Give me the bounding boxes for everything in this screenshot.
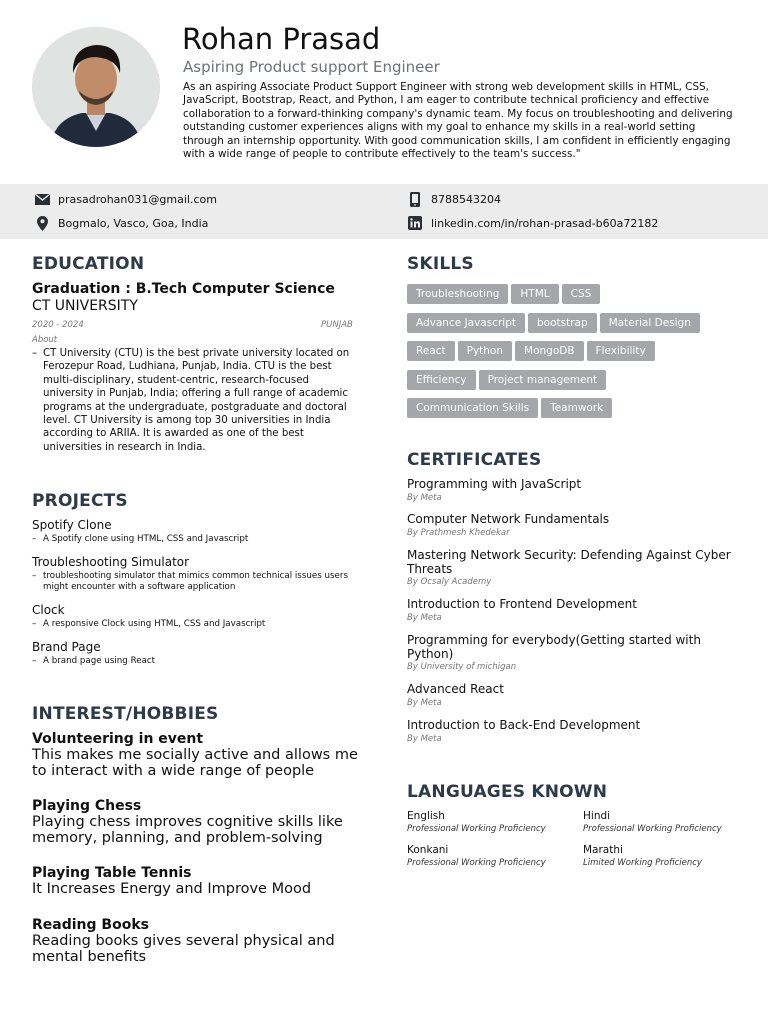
project-item [32,603,362,630]
hobby-title: Playing Table Tennis [32,865,192,881]
project-description: A responsive Clock using HTML, CSS and Javascript [43,619,266,629]
education-description [32,347,362,454]
map-pin-icon [34,215,50,231]
education-description-text: CT University (CTU) is the best private university located on Ferozepur Road, Ludhiana, Punjab, India. CTU is the best multi-disciplinary, student-centric, research-focused university in Punjab, India; offering a full range of academic programs at the undergraduate, postgraduate and doctoral level. CT University is among top 30 universities in India according to ARIIA. It is awarded as one of the best universities in research in India. [43,348,350,453]
skill-tag: Communication Skills [407,398,538,418]
education-school: CT UNIVERSITY [32,298,138,314]
skills-list [407,282,737,425]
skill-tag: Python [458,341,512,361]
certificate-issuer: By Ocsaly Academy [407,577,492,587]
certificate-title: Introduction to Back-End Development [407,718,641,732]
language-proficiency: Limited Working Proficiency [583,858,702,868]
hobby-title: Volunteering in event [32,731,204,747]
phone-text: 8788543204 [431,192,501,206]
email-text: prasadrohan031@gmail.com [58,192,217,206]
skill-tag: Teamwork [541,398,612,418]
project-description: A brand page using React [43,656,156,666]
profile-photo-illustration [32,27,160,147]
certificate-title: Computer Network Fundamentals [407,512,610,526]
skill-tag: MongoDB [515,341,584,361]
education-location: PUNJAB [321,320,353,330]
hobby-item [32,798,372,846]
education-degree: Graduation : B.Tech Computer Science [32,281,335,297]
bullet-dash: – [32,619,37,629]
language-proficiency: Professional Working Proficiency [583,824,722,834]
education-dates: 2020 - 2024 [32,320,84,330]
skill-tag: Project management [479,370,607,390]
project-title: Troubleshooting Simulator [32,555,190,569]
skill-tag: Efficiency [407,370,476,390]
certificate-title: Programming with JavaScript [407,477,582,491]
certificate-item [407,598,737,623]
bullet-dash: – [32,534,37,544]
certificate-title: Advanced React [407,682,504,696]
certificate-item [407,549,737,587]
hobby-description: Reading books gives several physical and mental benefits [32,933,335,965]
envelope-icon [34,191,50,207]
certificate-item [407,634,737,672]
languages-heading: LANGUAGES KNOWN [407,782,608,802]
hobby-description: This makes me socially active and allows me to interact with a wide range of people [32,747,358,779]
projects-heading: PROJECTS [32,491,128,511]
skill-tag: Troubleshooting [407,284,508,304]
skill-tag: bootstrap [528,313,597,333]
project-description: A Spotify clone using HTML, CSS and Javascript [43,534,249,544]
language-proficiency: Professional Working Proficiency [407,858,546,868]
hobby-item [32,731,372,779]
certificate-item [407,683,737,708]
certificate-issuer: By Meta [407,612,442,623]
candidate-name: Rohan Prasad [182,22,381,56]
language-item [583,844,753,868]
skill-tag: HTML [511,284,558,304]
resume-header [0,0,768,184]
certificate-item [407,719,737,744]
language-name: Marathi [583,844,623,856]
contact-linkedin[interactable] [407,215,658,231]
hobby-description: It Increases Energy and Improve Mood [32,881,312,897]
language-name: Konkani [407,844,449,856]
skills-heading: SKILLS [407,254,474,274]
hobby-title: Reading Books [32,917,149,933]
bullet-dash: – [32,571,37,581]
certificate-issuer: By University of michigan [407,662,517,672]
project-description: troubleshooting simulator that mimics common technical issues users might encounter with a software application [43,571,348,592]
project-item [32,555,362,592]
skill-tag: Advance Javascript [407,313,525,333]
linkedin-icon [407,215,423,231]
certificates-heading: CERTIFICATES [407,450,542,470]
language-name: English [407,810,445,822]
profile-summary: As an aspiring Associate Product Support Engineer with strong web development skills in HTML, CSS, JavaScript, Bootstrap, React, and Python, I am eager to contribute technical proficiency and effective collaboration to a forward-thinking company's dynamic team. My focus on troubleshooting and delivering outstanding customer experiences aligns with my goal to enhance my skills in a real-world setting through an internship opportunity. With good communication skills, I am confident in efficiently engaging with a wide range of people to contribute effectively to the team's success." [183,81,733,161]
certificate-title: Programming for everybody(Getting started with Python) [407,633,701,661]
language-item [583,810,753,834]
certificate-item [407,478,737,503]
project-title: Clock [32,603,65,617]
certificate-title: Introduction to Frontend Development [407,597,637,611]
certificate-issuer: By Meta [407,733,442,744]
language-proficiency: Professional Working Proficiency [407,824,546,834]
contact-email[interactable] [34,191,217,207]
bullet-dash: – [32,348,38,359]
project-item [32,518,362,545]
hobby-description: Playing chess improves cognitive skills like memory, planning, and problem-solving [32,814,343,846]
hobby-item [32,917,372,965]
project-title: Brand Page [32,640,101,654]
project-item [32,640,362,667]
skill-tag: React [407,341,455,361]
hobby-item [32,865,372,897]
certificate-issuer: By Meta [407,492,442,503]
contact-phone[interactable] [407,191,501,207]
language-name: Hindi [583,810,611,822]
contact-bar [0,184,768,239]
contact-location [34,215,208,231]
certificate-title: Mastering Network Security: Defending Against Cyber Threats [407,548,731,576]
skill-tag: CSS [562,284,601,304]
location-text: Bogmalo, Vasco, Goa, India [58,216,209,230]
hobbies-heading: INTEREST/HOBBIES [32,704,219,724]
language-item [407,844,577,868]
profile-photo [32,27,160,147]
phone-icon [407,191,423,207]
certificate-issuer: By Meta [407,697,442,708]
skill-tag: Flexibility [587,341,655,361]
education-heading: EDUCATION [32,254,145,274]
linkedin-text: linkedin.com/in/rohan-prasad-b60a72182 [431,216,659,230]
certificate-issuer: By Prathmesh Khedekar [407,527,510,538]
project-title: Spotify Clone [32,518,112,532]
bullet-dash: – [32,656,37,666]
candidate-role: Aspiring Product support Engineer [183,58,440,76]
hobby-title: Playing Chess [32,798,142,814]
language-item [407,810,577,834]
certificate-item [407,513,737,538]
skill-tag: Material Design [600,313,700,333]
education-about-label: About [32,335,58,345]
